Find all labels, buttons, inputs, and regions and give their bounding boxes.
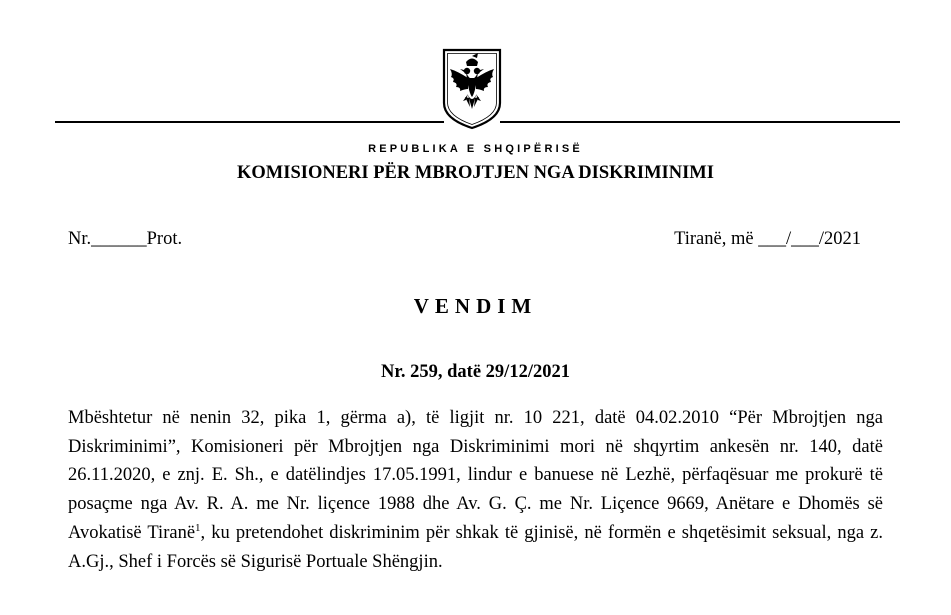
body-text-part-1: Mbështetur në nenin 32, pika 1, gërma a), të ligjit nr. 10 221, datë 04.02.2010 “Për Mbrojtjen nga Diskriminimi”, Komisioneri për Mbrojtjen nga Diskriminimi mori në shqyrtim ankesën nr. 140, datë 26.11.2020, e znj. E. Sh., e datëlindjes 17.05.1991, lindur e banuese në Lezhë, përfaqësuar me prokurë të posaçme nga Av. R. A. me Nr. liçence 1988 dhe Av. G. Ç. me Nr. Liçence 9669, Anëtare e Dhomës së Avokatisë Tiranë <box>68 408 883 543</box>
footnote-reference[interactable]: 1 <box>195 521 201 534</box>
header-rule-left <box>55 121 444 123</box>
body-text-part-2: , ku pretendohet diskriminim për shkak të gjinisë, në formën e shqetësimit seksual, nga z. A.Gj., Shef i Forcës së Sigurisë Portuale Shëngjin. <box>68 522 883 572</box>
republic-heading: REPUBLIKA E SHQIPËRISË <box>368 143 583 155</box>
protocol-number: Nr.______Prot. <box>68 229 183 249</box>
header-rule-right <box>500 121 900 123</box>
place-date: Tiranë, më ___/___/2021 <box>674 229 861 249</box>
decision-body-paragraph <box>68 404 883 576</box>
document-title: VENDIM <box>413 294 538 318</box>
decision-number: Nr. 259, datë 29/12/2021 <box>381 362 570 382</box>
institution-heading: KOMISIONERI PËR MBROJTJEN NGA DISKRIMINIMI <box>237 163 714 183</box>
coat-of-arms-emblem <box>441 47 503 131</box>
